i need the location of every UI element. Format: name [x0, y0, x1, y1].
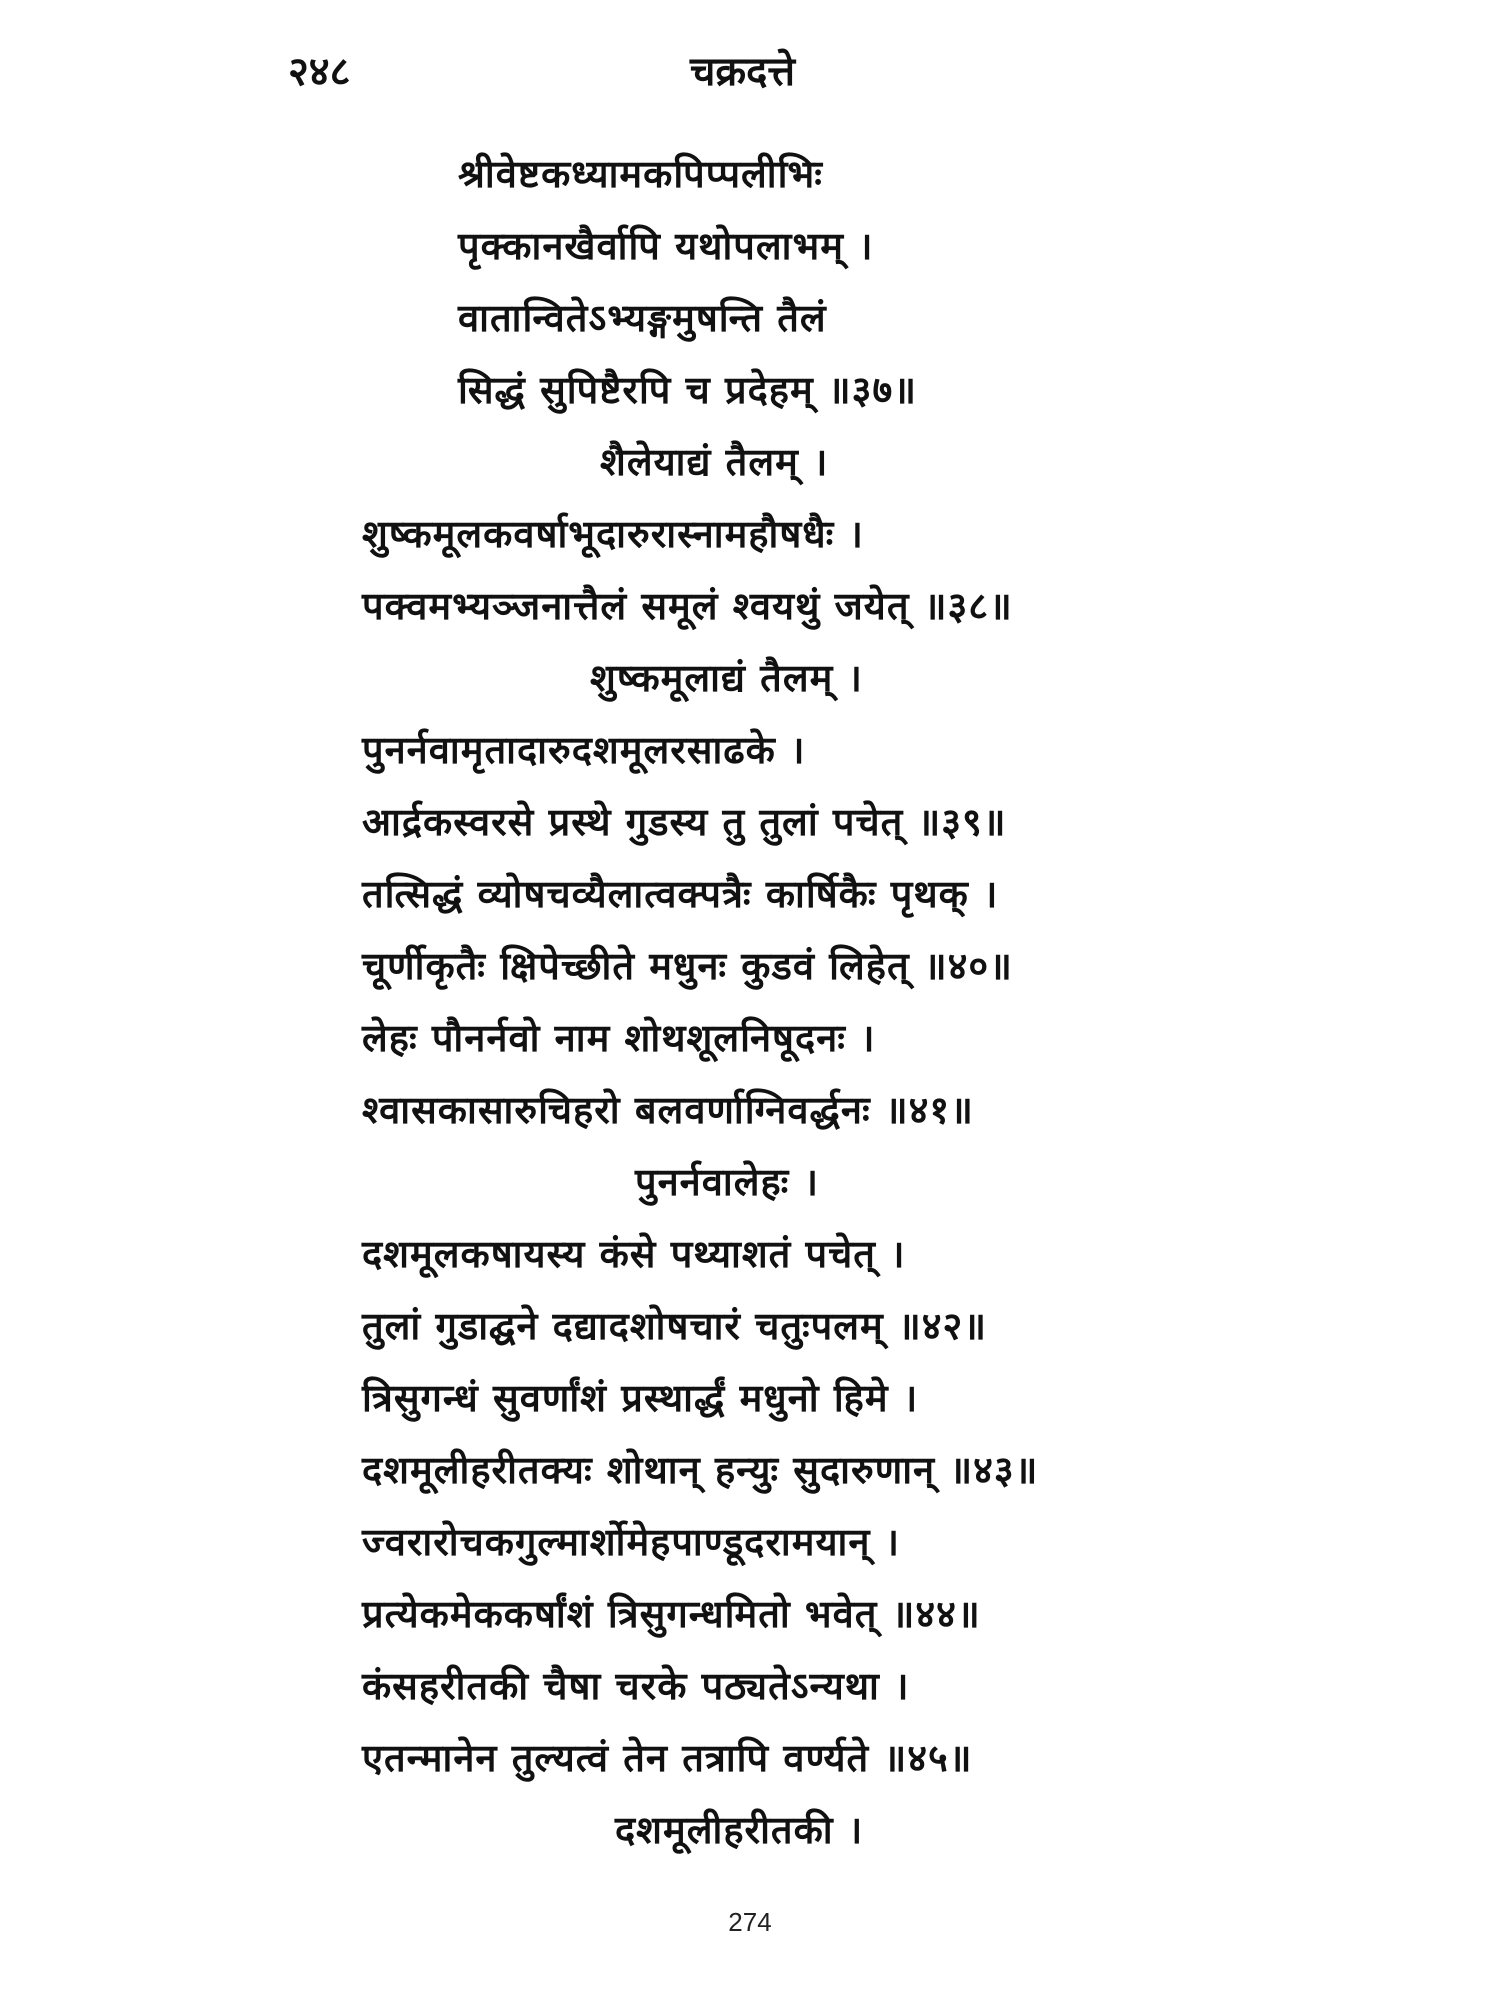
running-head: चक्रदत्ते [690, 49, 795, 95]
verse-line: कंसहरीतकी चैषा चरके पठ्यतेऽन्यथा । [362, 1664, 910, 1708]
verse-line: लेहः पौनर्नवो नाम शोथशूलनिषूदनः । [362, 1016, 876, 1060]
verse-line: श्वासकासारुचिहरो बलवर्णाग्निवर्द्धनः ॥४१॥ [362, 1088, 974, 1132]
verse-line: प्रत्येकमेककर्षांशं त्रिसुगन्धमितो भवेत् ॥४४॥ [362, 1592, 981, 1636]
verse-line: शुष्कमूलकवर्षाभूदारुरास्नामहौषधैः । [362, 512, 864, 556]
verse-line: दशमूलीहरीतक्यः शोथान् हन्युः सुदारुणान् ॥४३॥ [362, 1448, 1039, 1492]
verse-line: चूर्णीकृतैः क्षिपेच्छीते मधुनः कुडवं लिहेत् ॥४०॥ [362, 944, 1013, 988]
page-number-top: २४८ [288, 49, 351, 95]
section-heading: शैलेयाद्यं तैलम् । [600, 440, 829, 484]
verse-line: पृक्कानखैर्वापि यथोपलाभम् । [458, 224, 874, 268]
verse-line: तुलां गुडाद्घने दद्यादशोषचारं चतुःपलम् ॥४२॥ [362, 1304, 988, 1348]
verse-line: एतन्मानेन तुल्यत्वं तेन तत्रापि वर्ण्यते ॥४५॥ [362, 1736, 973, 1780]
verse-line: ज्वरारोचकगुल्मार्शोमेहपाण्डूदरामयान् । [362, 1520, 901, 1564]
verse-line: दशमूलकषायस्य कंसे पथ्याशतं पचेत् । [362, 1232, 906, 1276]
section-heading: शुष्कमूलाद्यं तैलम् । [590, 656, 863, 700]
verse-line: पुनर्नवामृतादारुदशमूलरसाढके । [362, 728, 806, 772]
verse-line: त्रिसुगन्धं सुवर्णांशं प्रस्थार्द्धं मधुनो हिमे । [362, 1376, 919, 1420]
section-heading: पुनर्नवालेहः । [635, 1160, 819, 1204]
verse-line: पक्वमभ्यञ्जनात्तैलं समूलं श्वयथुं जयेत् ॥३८॥ [362, 584, 1013, 628]
verse-line: आर्द्रकस्वरसे प्रस्थे गुडस्य तु तुलां पचेत् ॥३९॥ [362, 800, 1007, 844]
verse-line: श्रीवेष्टकध्यामकपिप्पलीभिः [458, 152, 823, 196]
verse-line: तत्सिद्धं व्योषचव्यैलात्वक्पत्रैः कार्षिकैः पृथक् । [362, 872, 999, 916]
section-heading: दशमूलीहरीतकी । [615, 1808, 864, 1852]
verse-line: सिद्धं सुपिष्टैरपि च प्रदेहम् ॥३७॥ [458, 368, 917, 412]
verse-line: वातान्वितेऽभ्यङ्गमुषन्ति तैलं [458, 296, 827, 340]
scan-page-number: 274 [728, 1907, 772, 1937]
